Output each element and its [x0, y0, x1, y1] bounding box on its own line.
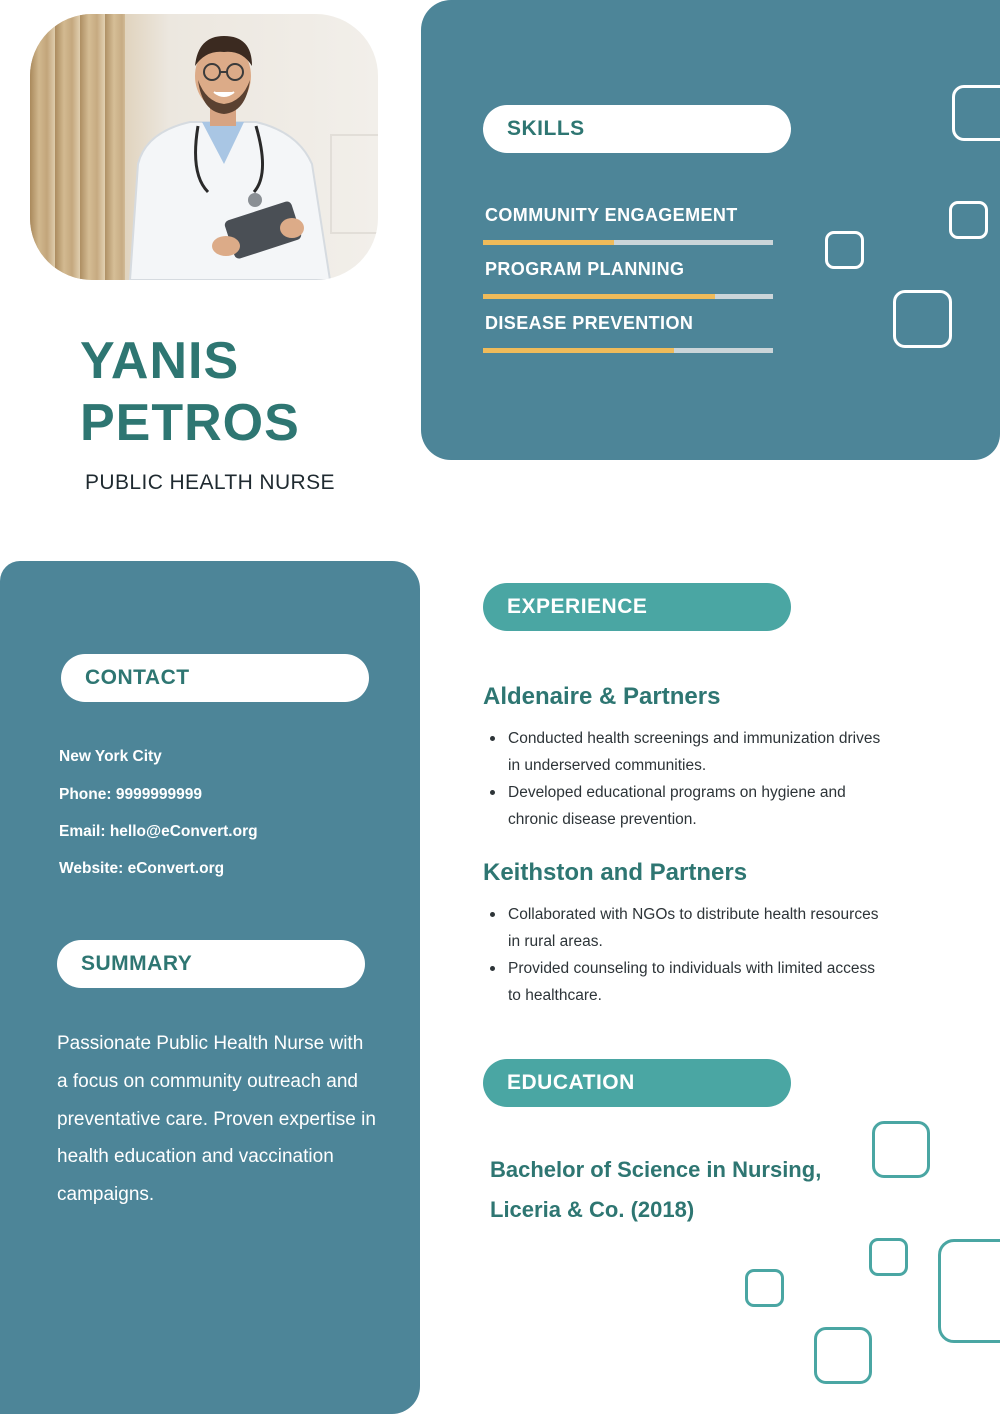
decorative-square-icon	[938, 1239, 1000, 1343]
education-degree: Bachelor of Science in Nursing, Liceria & Co. (2018)	[490, 1157, 822, 1222]
skill-bar-program-planning	[483, 294, 773, 299]
list-item: Developed educational programs on hygiene and chronic disease prevention.	[488, 779, 888, 833]
education-heading: EDUCATION	[483, 1059, 791, 1107]
contact-phone[interactable]: Phone: 9999999999	[59, 786, 203, 803]
skill-label-program-planning: PROGRAM PLANNING	[485, 259, 685, 279]
job-bullets	[488, 901, 888, 1009]
profile-photo	[30, 14, 378, 280]
job-title: PUBLIC HEALTH NURSE	[85, 471, 335, 494]
contact-email[interactable]: Email: hello@eConvert.org	[59, 823, 258, 840]
job-bullets	[488, 725, 888, 833]
company-name: Aldenaire & Partners	[483, 683, 721, 710]
contact-website[interactable]: Website: eConvert.org	[59, 860, 225, 877]
contact-location: New York City	[59, 748, 162, 765]
skill-fill	[483, 240, 614, 245]
skills-heading: SKILLS	[483, 105, 791, 153]
company-name: Keithston and Partners	[483, 859, 748, 886]
list-item: Provided counseling to individuals with limited access to healthcare.	[488, 955, 888, 1009]
skill-label-disease-prevention: DISEASE PREVENTION	[485, 313, 694, 333]
contact-heading: CONTACT	[61, 654, 369, 702]
summary-text: Passionate Public Health Nurse with a focus on community outreach and preventative care. Proven expertise in health education and vaccination campaigns.	[57, 1033, 376, 1206]
decorative-square-icon	[872, 1121, 930, 1178]
list-item: Collaborated with NGOs to distribute health resources in rural areas.	[488, 901, 888, 955]
skill-bar-disease-prevention	[483, 348, 773, 353]
list-item: Conducted health screenings and immunization drives in underserved communities.	[488, 725, 888, 779]
decorative-square-icon	[869, 1238, 908, 1276]
doctor-figure-icon	[30, 14, 378, 280]
decorative-square-icon	[745, 1269, 784, 1307]
summary-heading: SUMMARY	[57, 940, 365, 988]
skill-label-community-engagement: COMMUNITY ENGAGEMENT	[485, 205, 738, 225]
skills-panel	[421, 0, 1000, 460]
skill-fill	[483, 294, 715, 299]
first-name: YANIS	[80, 332, 240, 390]
decorative-square-icon	[814, 1327, 872, 1384]
decorative-square-icon	[952, 85, 1000, 141]
decorative-square-icon	[893, 290, 952, 348]
decorative-square-icon	[949, 201, 988, 239]
name-heading	[80, 330, 300, 454]
skill-fill	[483, 348, 674, 353]
decorative-square-icon	[825, 231, 864, 269]
skill-bar-community-engagement	[483, 240, 773, 245]
experience-heading: EXPERIENCE	[483, 583, 791, 631]
last-name: PETROS	[80, 394, 300, 452]
